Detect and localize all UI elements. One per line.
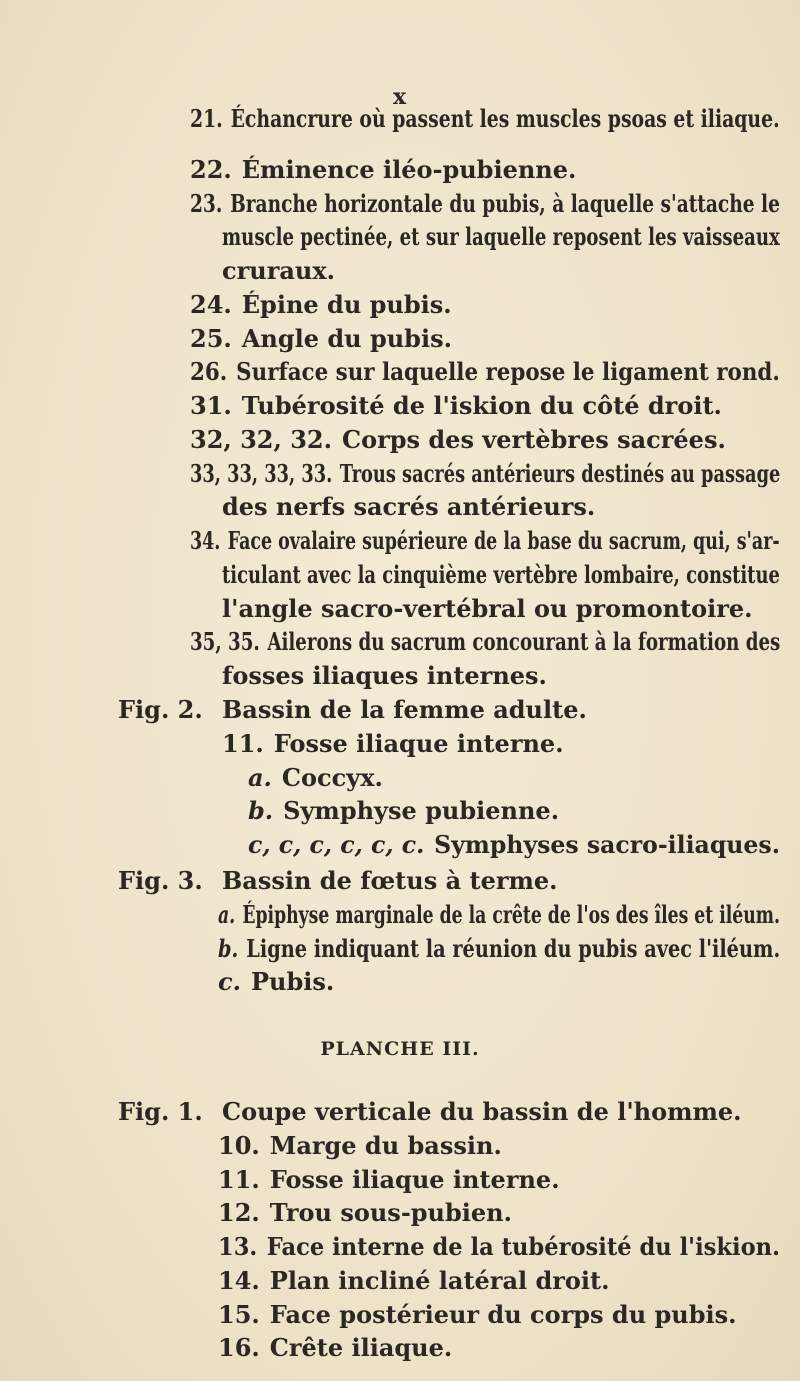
list-item: 26. Surface sur laquelle repose le ligament rond. (190, 357, 780, 386)
page-number: x (392, 84, 408, 110)
list-item: 13. Face interne de la tubérosité du l'iskion. (218, 1232, 780, 1261)
list-item: a. Coccyx. (248, 763, 383, 792)
list-item: 24. Épine du pubis. (190, 290, 452, 319)
list-item: 15. Face postérieur du corps du pubis. (218, 1300, 737, 1329)
list-item: 31. Tubérosité de l'iskion du côté droit. (190, 391, 722, 420)
figure-label: Fig. 1. (118, 1097, 203, 1126)
list-item: b. Symphyse pubienne. (248, 796, 560, 825)
list-item-continuation: des nerfs sacrés antérieurs. (222, 492, 596, 521)
list-item: a. Épiphyse marginale de la crête de l'os des îles et iléum. (218, 900, 781, 929)
list-item-continuation: ticulant avec la cinquième vertèbre lombaire, constitue (222, 560, 780, 589)
list-item: 23. Branche horizontale du pubis, à laquelle s'attache le (190, 189, 780, 218)
list-item: 22. Éminence iléo-pubienne. (190, 155, 577, 184)
figure-title: Coupe verticale du bassin de l'homme. (222, 1097, 742, 1126)
section-heading: PLANCHE III. (320, 1038, 480, 1060)
list-item: 35, 35. Ailerons du sacrum concourant à la formation des (190, 627, 781, 656)
figure-label: Fig. 3. (118, 866, 203, 895)
list-item: 10. Marge du bassin. (218, 1131, 502, 1160)
figure-title: Bassin de la femme adulte. (222, 695, 587, 724)
list-item-continuation: fosses iliaques internes. (222, 661, 547, 690)
figure-label: Fig. 2. (118, 695, 203, 724)
list-item: 11. Fosse iliaque interne. (218, 1165, 560, 1194)
list-item: 14. Plan incliné latéral droit. (218, 1266, 610, 1295)
list-item: c. Pubis. (218, 967, 335, 996)
list-item-continuation: cruraux. (222, 256, 336, 285)
list-item: 21. Échancrure où passent les muscles psoas et iliaque. (190, 104, 780, 133)
list-item: 34. Face ovalaire supérieure de la base du sacrum, qui, s'ar- (190, 526, 780, 555)
list-item: 33, 33, 33, 33. Trous sacrés antérieurs destinés au passage (190, 459, 781, 488)
list-item: b. Ligne indiquant la réunion du pubis avec l'iléum. (218, 934, 781, 963)
figure-title: Bassin de fœtus à terme. (222, 866, 558, 895)
list-item: c, c, c, c, c, c. Symphyses sacro-iliaques. (248, 830, 780, 859)
list-item-continuation: muscle pectinée, et sur laquelle reposent les vaisseaux (222, 222, 780, 251)
list-item: 16. Crête iliaque. (218, 1333, 453, 1362)
list-item: 32, 32, 32. Corps des vertèbres sacrées. (190, 425, 726, 454)
list-item: 12. Trou sous-pubien. (218, 1198, 512, 1227)
list-item: 25. Angle du pubis. (190, 324, 452, 353)
list-item-continuation: l'angle sacro-vertébral ou promontoire. (222, 594, 753, 623)
list-item: 11. Fosse iliaque interne. (222, 729, 564, 758)
